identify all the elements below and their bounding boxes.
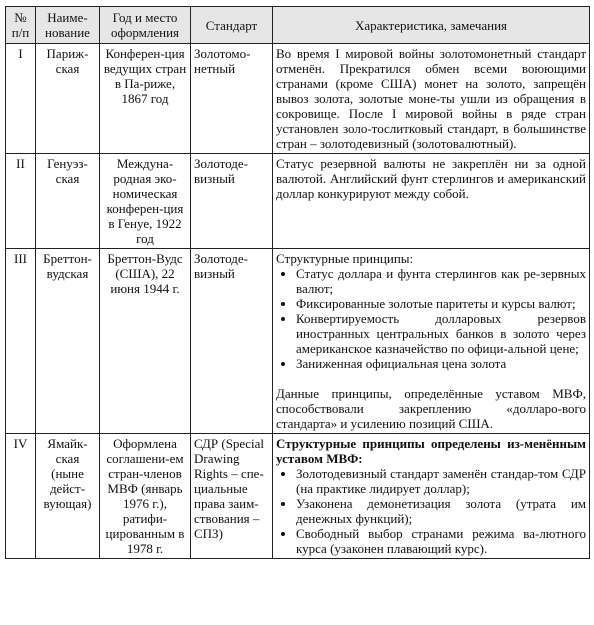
row-intro: Структурные принципы определены из-менённым уставом МВФ: — [276, 436, 586, 466]
list-item: • Свободный выбор странами режима ва-лютного курса (узаконен плавающий курс). — [296, 526, 586, 556]
list-item: • Золотодевизный стандарт заменён стандар-том СДР (на практике лидирует доллар); — [296, 466, 586, 496]
table-row — [6, 434, 590, 559]
list-item: • Фиксированные золотые паритеты и курсы валют; — [296, 296, 586, 311]
table-row — [6, 154, 590, 249]
row-name: Генуэз-ская — [36, 154, 100, 249]
row-description: Во время I мировой войны золотомонетный стандарт отменён. Прекратился обмен всеми воюющими странами (кроме США) монет на золото, запрещён вывоз золота, золотые моне-ты ушли из обращения в сокровище. После I мировой войны в ряде стран установлен золо-тослитковый стандарт, в большинстве стран – золотодевизный (золотовалютный). — [273, 44, 590, 154]
row-description — [273, 434, 590, 559]
row-place: Междуна-родная эко-номическая конферен-ция в Генуе, 1922 год — [100, 154, 191, 249]
principles-list — [276, 266, 586, 371]
row-num: III — [6, 249, 36, 434]
monetary-systems-table — [5, 6, 590, 559]
header-place: Год и место оформления — [100, 7, 191, 44]
table-row — [6, 249, 590, 434]
list-item: • Заниженная официальная цена золота — [296, 356, 586, 371]
row-num: I — [6, 44, 36, 154]
header-num: № п/п — [6, 7, 36, 44]
row-conclusion: Данные принципы, определённые уставом МВФ, способствовали закреплению «долларо-вого стандарта» и усилению позиций США. — [276, 386, 586, 431]
row-intro: Структурные принципы: — [276, 251, 414, 266]
row-description: Статус резервной валюты не закреплён ни за одной валютой. Английский фунт стерлингов и американский доллар конкурируют между собой. — [273, 154, 590, 249]
table-row — [6, 44, 590, 154]
row-standard: Золотомо-нетный — [191, 44, 273, 154]
row-num: IV — [6, 434, 36, 559]
principles-list — [276, 466, 586, 556]
header-description: Характеристика, замечания — [273, 7, 590, 44]
header-name: Наиме- нование — [36, 7, 100, 44]
row-place: Конферен-ция ведущих стран в Па-риже, 1867 год — [100, 44, 191, 154]
row-place: Бреттон-Вудс (США), 22 июня 1944 г. — [100, 249, 191, 434]
row-num: II — [6, 154, 36, 249]
row-standard: Золотоде-визный — [191, 154, 273, 249]
row-name: Бреттон-вудская — [36, 249, 100, 434]
table-header-row — [6, 7, 590, 44]
list-item: • Узаконена демонетизация золота (утрата им денежных функций); — [296, 496, 586, 526]
row-standard: СДР (Special Drawing Rights – спе-циальные права заим-ствования – СПЗ) — [191, 434, 273, 559]
row-name: Париж-ская — [36, 44, 100, 154]
row-description — [273, 249, 590, 434]
row-standard: Золотоде-визный — [191, 249, 273, 434]
header-standard: Стандарт — [191, 7, 273, 44]
list-item: • Конвертируемость долларовых резервов иностранных центральных банков в золото через американское казначейство по офици-альной цене; — [296, 311, 586, 356]
row-place: Оформлена соглашени-ем стран-членов МВФ (январь 1976 г.), ратифи-цированным в 1978 г. — [100, 434, 191, 559]
row-name: Ямайк-ская (ныне дейст-вующая) — [36, 434, 100, 559]
list-item: • Статус доллара и фунта стерлингов как ре-зервных валют; — [296, 266, 586, 296]
